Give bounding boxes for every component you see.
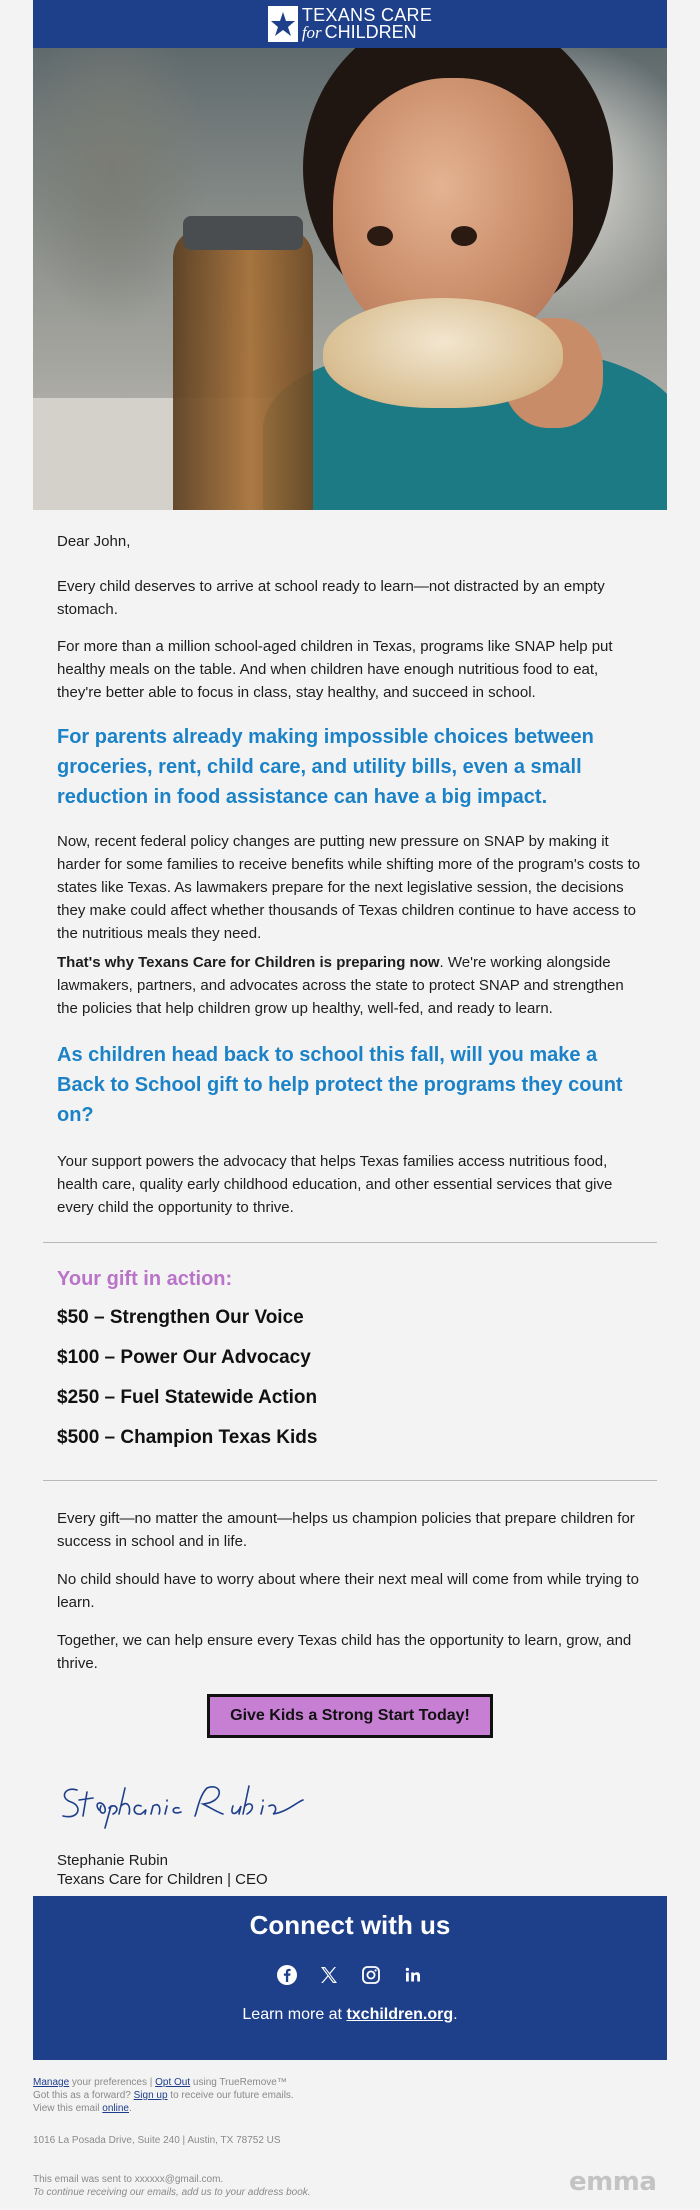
paragraph-1: Every child deserves to arrive at school ready to learn—not distracted by an empty stomach. xyxy=(57,578,605,618)
paragraph-4 xyxy=(57,951,643,1020)
texas-star-icon xyxy=(268,6,298,42)
header xyxy=(33,0,667,48)
paragraph-4-rest: . We're working alongside lawmakers, partners, and advocates across the state to protect SNAP and strengthen the policies that help children grow up healthy, well-fed, and ready to learn. xyxy=(57,954,624,1017)
email-body xyxy=(33,0,667,2023)
learn-prefix: Learn more at xyxy=(242,2006,347,2023)
paragraph-8: Together, we can help ensure every Texas child has the opportunity to learn, grow, and thrive. xyxy=(57,1632,632,1672)
divider-top xyxy=(43,1242,657,1243)
sent-to: This email was sent to xxxxxx@gmail.com. xyxy=(33,2174,224,2185)
paragraph-2: For more than a million school-aged children in Texas, programs like SNAP help put healthy meals on the table. And when children have enough nutritious food to eat, they're better able to focus in class, stay healthy, and succeed in school. xyxy=(57,638,613,701)
online-link[interactable]: online xyxy=(102,2103,129,2114)
gift-item-50: $50 – Strengthen Our Voice xyxy=(57,1307,304,1328)
donate-button[interactable]: Give Kids a Strong Start Today! xyxy=(207,1694,493,1738)
manage-link[interactable]: Manage xyxy=(33,2077,70,2088)
continue-note: To continue receiving our emails, add us to your address book. xyxy=(33,2187,311,2198)
logo-line1: TEXANS CARE xyxy=(301,5,433,25)
letter-content xyxy=(33,510,667,1896)
footer-title: Connect with us xyxy=(249,1910,451,1940)
emma-logo[interactable]: emma xyxy=(569,2167,657,2197)
optout-link[interactable]: Opt Out xyxy=(155,2077,191,2088)
learn-more xyxy=(33,2006,667,2024)
paragraph-6: Every gift—no matter the amount—helps us champion policies that prepare children for success in school and in life. xyxy=(57,1510,635,1550)
logo-children: CHILDREN xyxy=(324,22,417,42)
paragraph-5: Your support powers the advocacy that helps Texas families access nutritious food, health care, quality early childhood education, and other essential services that give every child the opportunity to thrive. xyxy=(57,1153,613,1216)
signer-name: Stephanie Rubin xyxy=(57,1852,168,1869)
gift-item-250: $250 – Fuel Statewide Action xyxy=(57,1387,318,1408)
gift-item-500: $500 – Champion Texas Kids xyxy=(57,1427,318,1448)
greeting: Dear John, xyxy=(57,533,131,550)
website-link[interactable]: txchildren.org xyxy=(346,2006,454,2023)
gift-title: Your gift in action: xyxy=(57,1268,233,1290)
gift-item-100: $100 – Power Our Advocacy xyxy=(57,1347,311,1368)
hero-photo xyxy=(33,48,667,510)
signer-title: Texans Care for Children | CEO xyxy=(57,1871,268,1888)
footer xyxy=(33,1896,667,2060)
forward-text: Got this as a forward? xyxy=(33,2090,134,2101)
logo-for: for xyxy=(301,23,322,42)
callout-2: As children head back to school this fall, will you make a Back to School gift to help protect the programs they count on? xyxy=(57,1044,623,1126)
view-end: . xyxy=(129,2103,132,2114)
paragraph-3: Now, recent federal policy changes are putting new pressure on SNAP by making it harder for some families to receive benefits while shifting more of the program's costs to states like Texas. As lawmakers prepare for the next legislative session, the decisions they make could affect whether thousands of Texas children continue to have access to the nutritious meals they need. xyxy=(57,833,641,942)
callout-1: For parents already making impossible choices between groceries, rent, child care, and utility bills, even a small reduction in food assistance can have a big impact. xyxy=(57,726,594,808)
signature-image xyxy=(57,1772,307,1837)
view-text: View this email xyxy=(33,2103,103,2114)
logo[interactable] xyxy=(268,6,432,42)
instagram-icon[interactable] xyxy=(360,1964,382,1986)
x-icon[interactable] xyxy=(318,1964,340,1986)
using-text: using TrueRemove™ xyxy=(190,2077,287,2088)
prefs-text: your preferences | xyxy=(69,2077,156,2088)
paragraph-4-bold: That's why Texans Care for Children is preparing now xyxy=(57,954,440,971)
address: 1016 La Posada Drive, Suite 240 | Austin, TX 78752 US xyxy=(33,2135,281,2146)
signup-rest: to receive our future emails. xyxy=(167,2090,294,2101)
legal-links xyxy=(33,2076,294,2115)
learn-suffix: . xyxy=(453,2006,458,2023)
signup-link[interactable]: Sign up xyxy=(133,2090,168,2101)
divider-bottom xyxy=(43,1480,657,1481)
facebook-icon[interactable] xyxy=(276,1964,298,1986)
linkedin-icon[interactable] xyxy=(402,1964,424,1986)
social-links xyxy=(33,1964,667,1986)
paragraph-7: No child should have to worry about where their next meal will come from while trying to learn. xyxy=(57,1571,639,1611)
